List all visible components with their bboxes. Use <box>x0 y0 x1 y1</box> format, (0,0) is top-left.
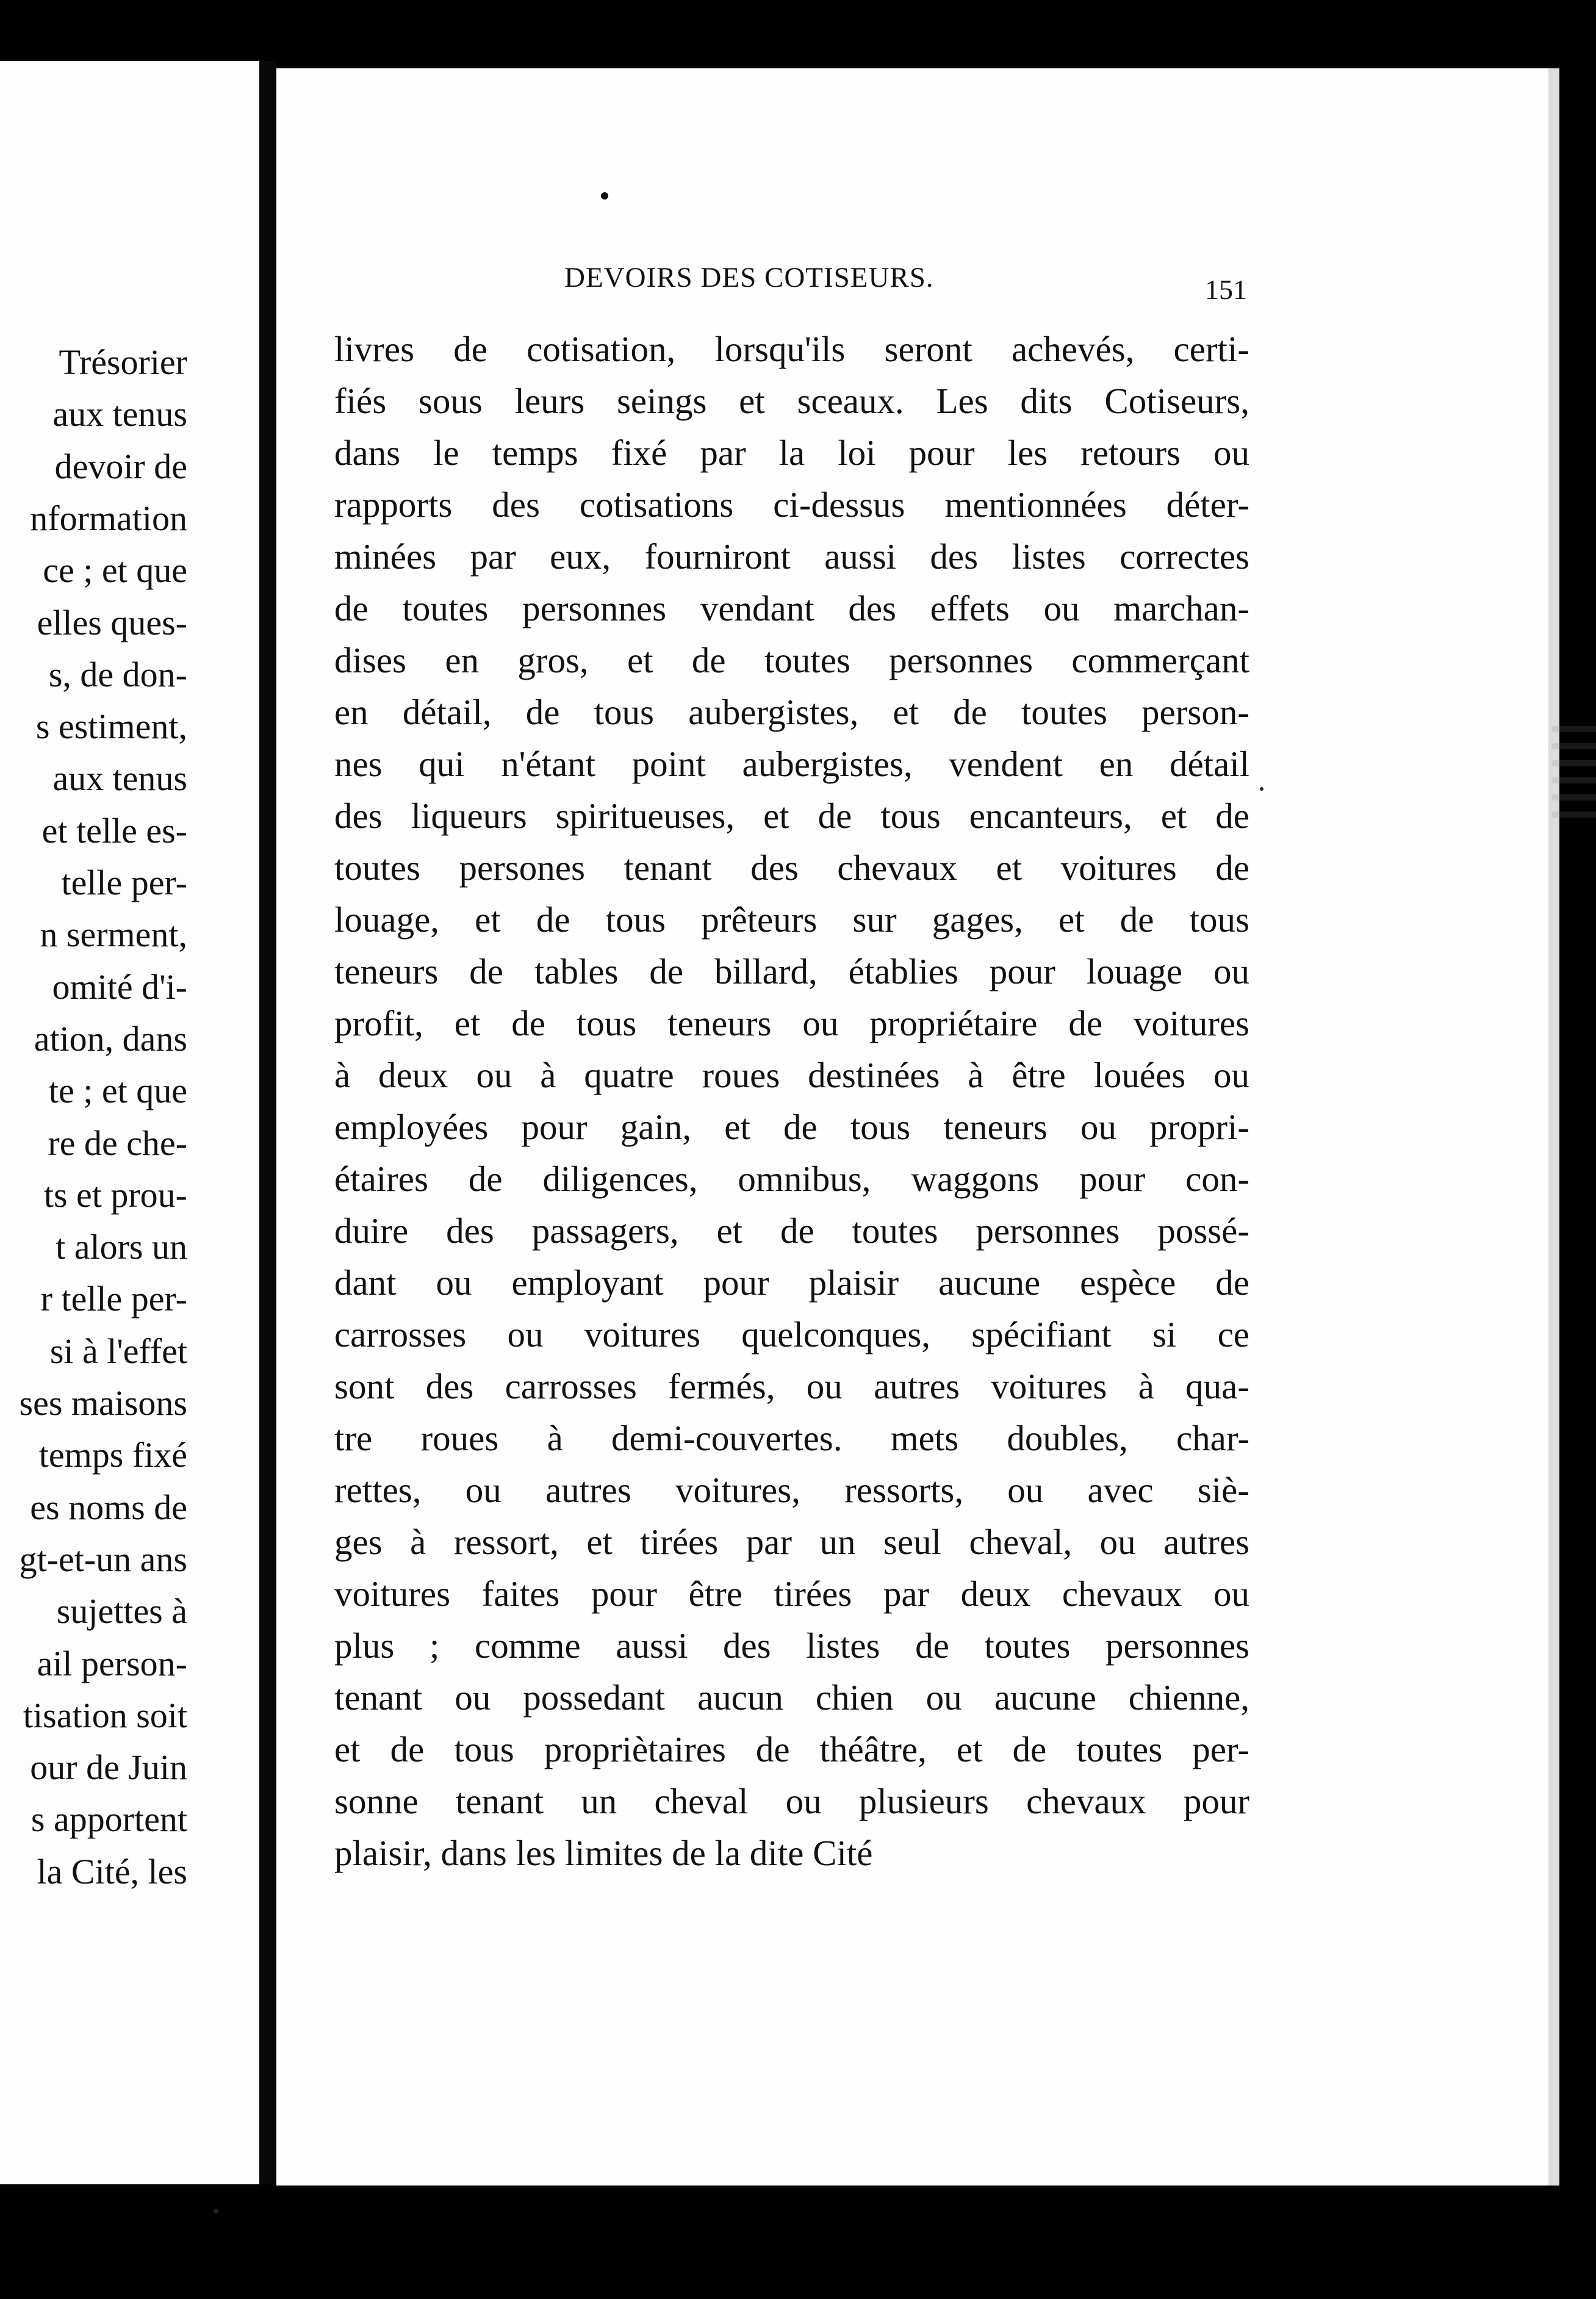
left-page-line: s, de don- <box>48 654 187 694</box>
left-page-line: omité d'i- <box>52 966 187 1007</box>
body-line: dises en gros, et de toutes personnes commerçant <box>334 640 1249 680</box>
body-line: voitures faites pour être tirées par deux chevaux ou <box>334 1574 1249 1614</box>
body-line: de toutes personnes vendant des effets ou marchan- <box>334 588 1249 628</box>
body-line: teneurs de tables de billard, établies pour louage ou <box>334 951 1249 991</box>
body-line: à deux ou à quatre roues destinées à être louées ou <box>334 1055 1249 1095</box>
left-page-line: es noms de <box>30 1487 187 1527</box>
body-line: sont des carrosses fermés, ou autres voitures à qua- <box>334 1366 1249 1406</box>
left-page-line: s apportent <box>31 1799 187 1840</box>
body-line: étaires de diligences, omnibus, waggons pour con- <box>334 1159 1249 1199</box>
ink-dot <box>601 192 608 200</box>
left-page-line: s estiment, <box>35 707 187 747</box>
body-line: et de tous propriètaires de théâtre, et de toutes per- <box>334 1729 1249 1769</box>
left-page-line: Trésorier <box>59 342 187 382</box>
body-line: dant ou employant pour plaisir aucune espèce de <box>334 1262 1249 1303</box>
left-page-line: ail person- <box>37 1643 187 1683</box>
left-page-line: et telle es- <box>41 810 187 851</box>
body-line: plus ; comme aussi des listes de toutes personnes <box>334 1625 1249 1666</box>
left-page-line: si à l'effet <box>49 1331 187 1371</box>
left-page-line: tisation soit <box>23 1695 187 1735</box>
body-line: carrosses ou voitures quelconques, spécifiant si ce <box>334 1314 1249 1355</box>
speck <box>214 2209 218 2214</box>
body-line: rettes, ou autres voitures, ressorts, ou avec siè- <box>334 1470 1249 1510</box>
left-page-line: elles ques- <box>37 602 187 642</box>
body-line: en détail, de tous aubergistes, et de toutes person- <box>334 692 1249 732</box>
body-line: louage, et de tous prêteurs sur gages, et de tous <box>334 899 1249 940</box>
left-page-line: devoir de <box>54 446 187 486</box>
book-gutter <box>259 61 276 2184</box>
left-page-line: telle per- <box>61 863 187 902</box>
body-line: profit, et de tous teneurs ou propriétaire de voitures <box>334 1003 1249 1043</box>
left-page-line: gt-et-un ans <box>19 1539 187 1579</box>
bleed-through-marginalia <box>1551 715 1596 898</box>
left-page-line: temps fixé <box>38 1435 187 1475</box>
left-page-line: n serment, <box>40 915 187 955</box>
left-page-line: aux tenus <box>52 394 187 434</box>
body-line: toutes persones tenant des chevaux et voitures de <box>334 847 1249 888</box>
left-page-line: sujettes à <box>56 1591 187 1632</box>
body-line: plaisir, dans les limites de la dite Cité <box>334 1833 873 1873</box>
speck <box>1260 787 1264 791</box>
left-page-line: ts et prou- <box>43 1175 187 1215</box>
body-line: rapports des cotisations ci-dessus mentionnées déter- <box>334 484 1249 525</box>
body-text <box>334 323 1249 1879</box>
left-page-line: aux tenus <box>52 758 187 799</box>
running-head: DEVOIRS DES COTISEURS. <box>564 262 934 293</box>
body-line: tenant ou possedant aucun chien ou aucune chienne, <box>334 1677 1249 1718</box>
left-page-line: our de Juin <box>30 1747 187 1788</box>
body-line: fiés sous leurs seings et sceaux. Les dits Cotiseurs, <box>334 381 1249 421</box>
body-line: ges à ressort, et tirées par un seul cheval, ou autres <box>334 1522 1249 1562</box>
left-page-line: nformation <box>30 498 187 538</box>
body-line: employées pour gain, et de tous teneurs ou propri- <box>334 1107 1249 1147</box>
body-line: livres de cotisation, lorsqu'ils seront achevés, certi- <box>334 329 1249 369</box>
left-page-line: ation, dans <box>34 1018 187 1059</box>
left-page-line: la Cité, les <box>37 1851 187 1891</box>
left-page-line: r telle per- <box>40 1279 187 1319</box>
body-line: des liqueurs spiritueuses, et de tous encanteurs, et de <box>334 796 1249 836</box>
left-page-line: t alors un <box>56 1227 187 1267</box>
left-page-fragment <box>0 61 259 2184</box>
left-page-line: re de che- <box>48 1123 187 1163</box>
body-line: duire des passagers, et de toutes personnes possé- <box>334 1211 1249 1251</box>
body-line: nes qui n'étant point aubergistes, vendent en détail <box>334 744 1249 784</box>
body-line: tre roues à demi-couvertes. mets doubles, char- <box>334 1418 1249 1458</box>
left-page-line: ce ; et que <box>43 550 187 591</box>
left-page-line: te ; et que <box>48 1071 187 1111</box>
page-number: 151 <box>1205 274 1247 305</box>
left-page-line: ses maisons <box>19 1383 187 1423</box>
body-line: minées par eux, fourniront aussi des listes correctes <box>334 536 1249 577</box>
body-line: dans le temps fixé par la loi pour les retours ou <box>334 433 1249 473</box>
body-line: sonne tenant un cheval ou plusieurs chevaux pour <box>334 1781 1249 1821</box>
